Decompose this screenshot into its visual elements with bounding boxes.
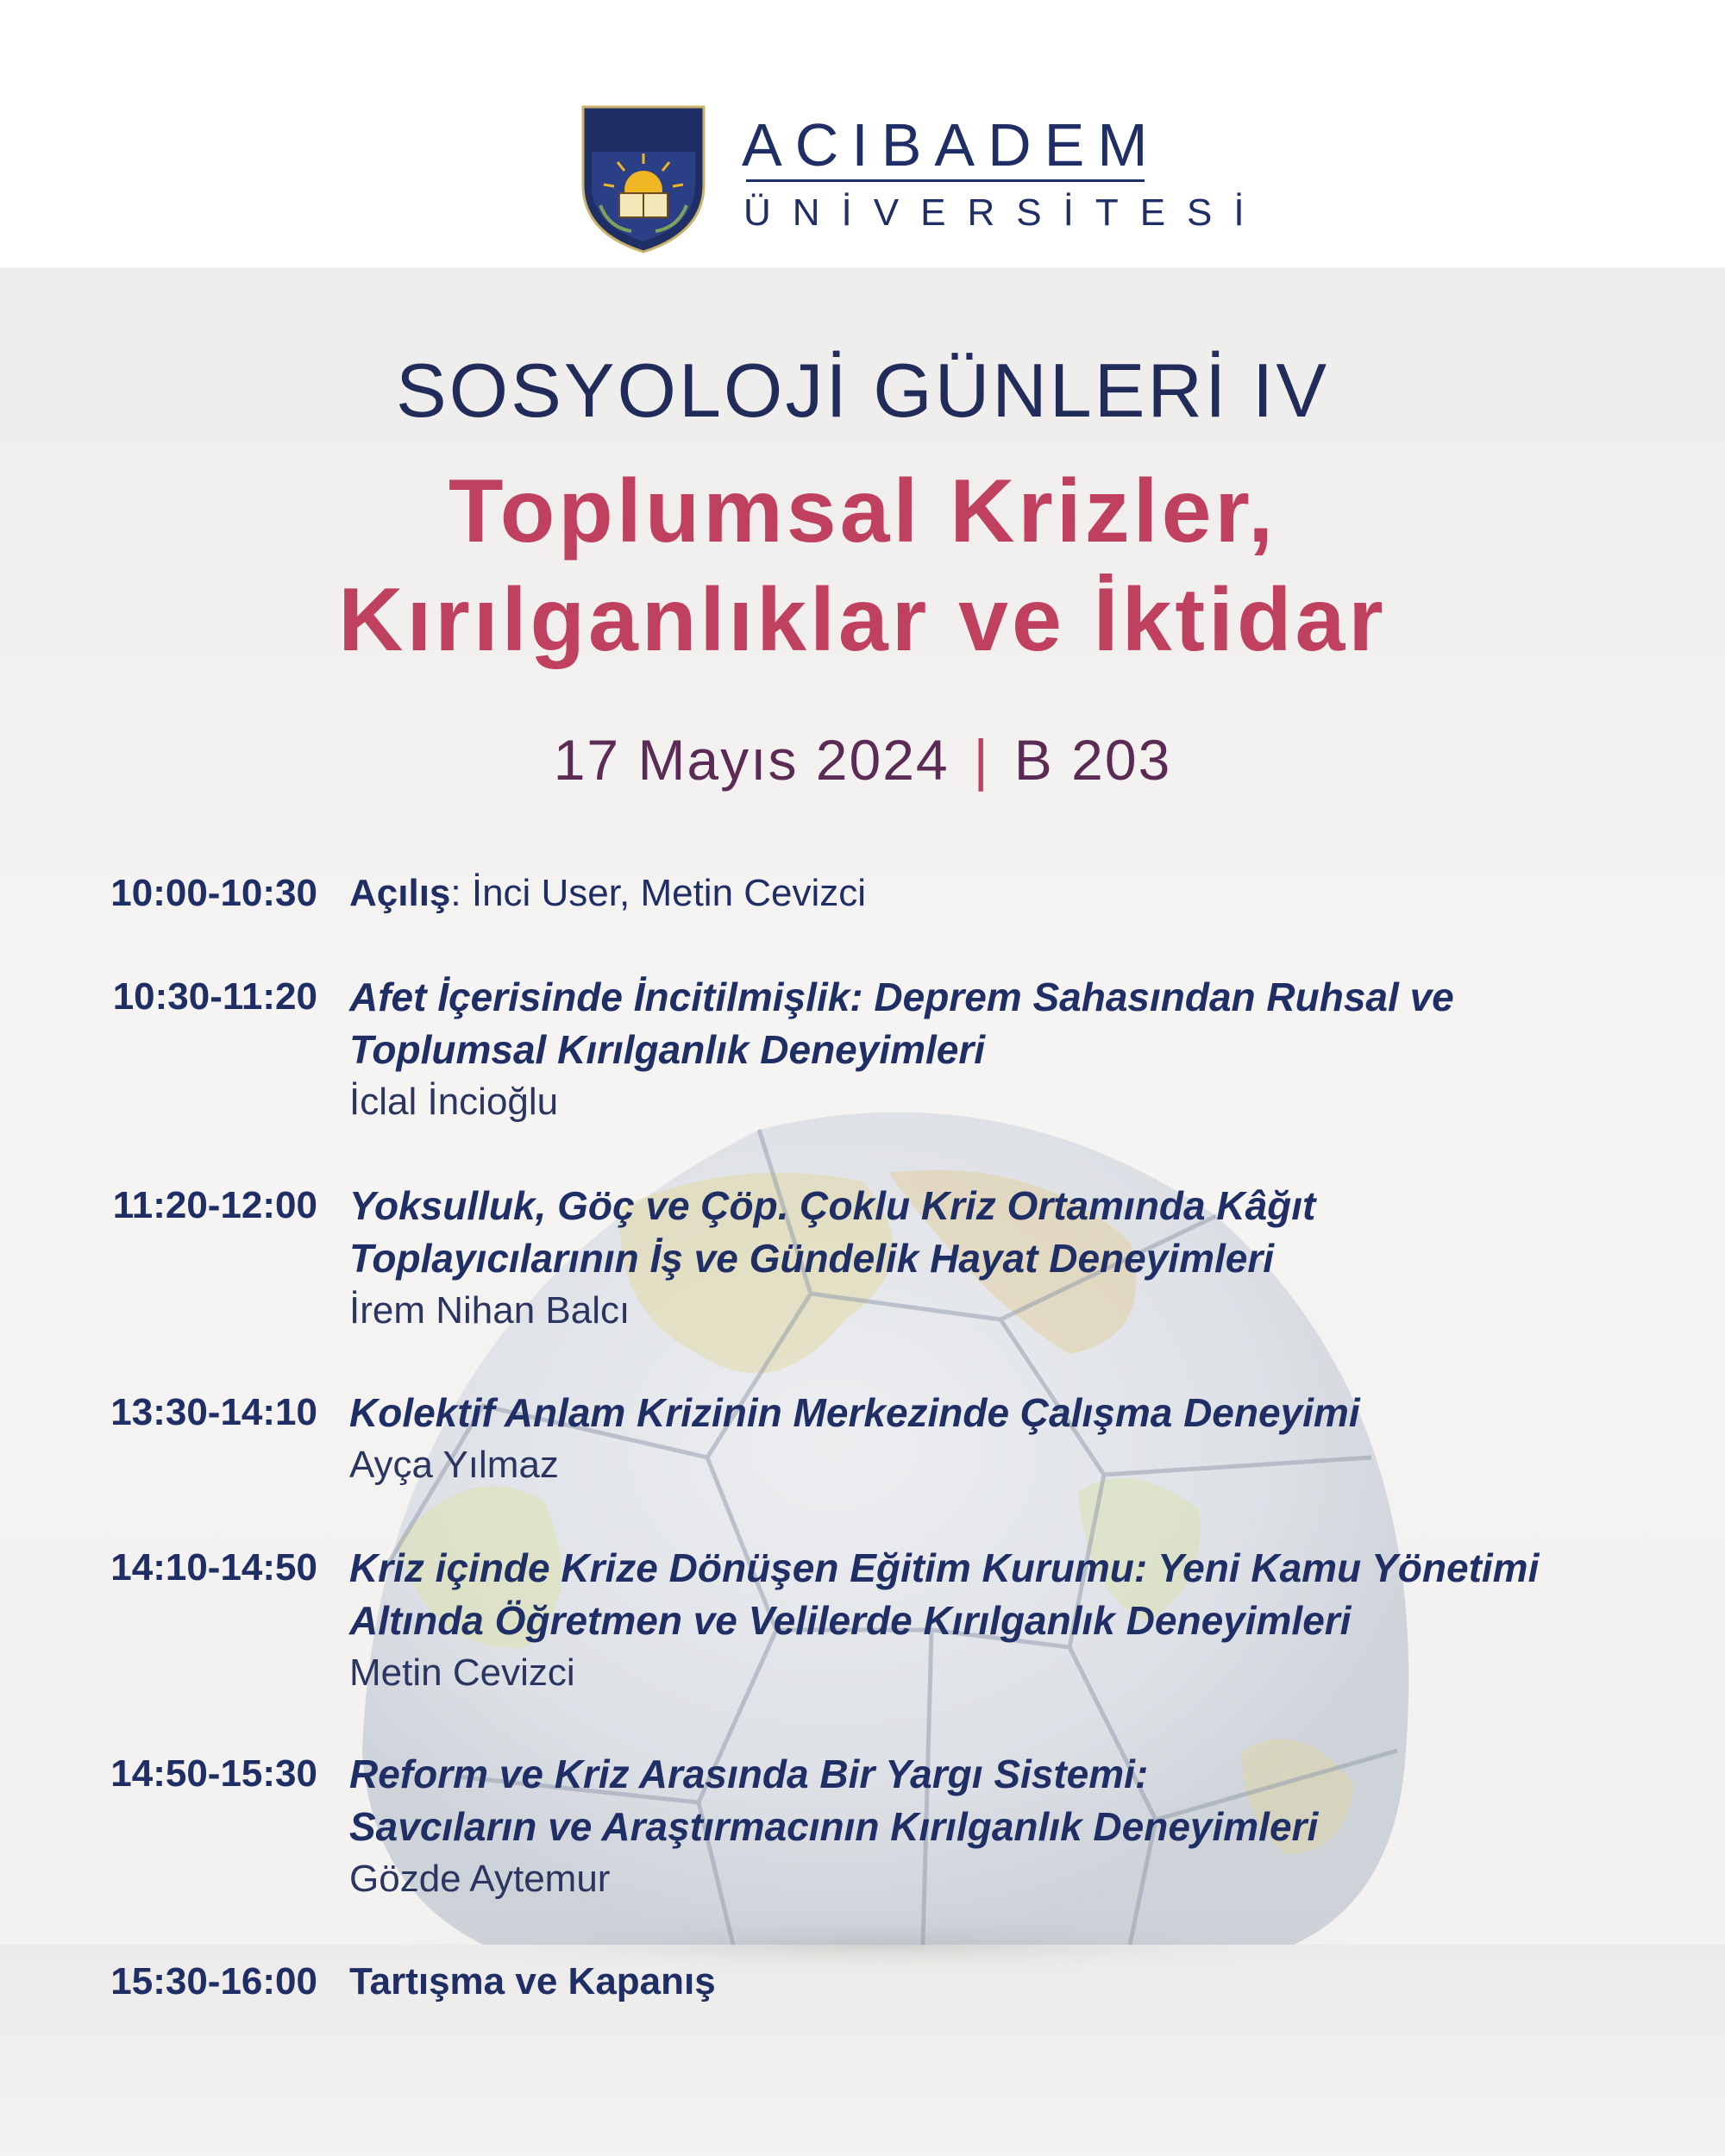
event-series: SOSYOLOJİ GÜNLERİ IV — [395, 348, 1330, 433]
talk-title-line: Kolektif Anlam Krizinin Merkezinde Çalışma Deneyimi — [349, 1390, 1360, 1435]
slot-time: 10:00-10:30 — [110, 872, 317, 914]
speaker-name: Gözde Aytemur — [349, 1858, 611, 1900]
event-room: B 203 — [1013, 728, 1172, 792]
talk-title-line: Toplayıcılarının İş ve Gündelik Hayat Deneyimleri — [349, 1236, 1275, 1281]
slot-speakers: : İnci User, Metin Cevizci — [450, 872, 867, 914]
brand-name: ACIBADEM — [742, 111, 1161, 179]
slot-time: 11:20-12:00 — [112, 1184, 317, 1226]
event-date: 17 Mayıs 2024 — [553, 728, 950, 792]
schedule-slot — [349, 1180, 1695, 1337]
slot-time: 10:30-11:20 — [112, 975, 317, 1018]
event-title-line-2: Kırılganlıklar ve İktidar — [338, 570, 1387, 670]
speaker-name: Metin Cevizci — [349, 1651, 575, 1694]
date-room-separator: | — [973, 728, 990, 792]
speaker-name: İrem Nihan Balcı — [349, 1289, 630, 1332]
schedule-slot — [349, 971, 1695, 1128]
speaker-name: İclal İncioğlu — [349, 1081, 559, 1123]
slot-time: 15:30-16:00 — [110, 1960, 317, 2002]
slot-label: Açılış — [349, 872, 451, 914]
slot-time: 14:10-14:50 — [110, 1546, 317, 1589]
brand-subtitle: ÜNİVERSİTESİ — [743, 191, 1266, 234]
talk-title-line: Savcıların ve Araştırmacının Kırılganlık Deneyimleri — [349, 1804, 1319, 1849]
slot-time: 14:50-15:30 — [110, 1752, 317, 1795]
schedule-slot-closing — [349, 1956, 1695, 2008]
event-title-line-1: Toplumsal Krizler, — [448, 461, 1277, 561]
talk-title-line: Kriz içinde Krize Dönüşen Eğitim Kurumu: Yeni Kamu Yönetimi — [349, 1545, 1540, 1590]
talk-title-line: Altında Öğretmen ve Velilerde Kırılganlık Deneyimleri — [349, 1598, 1352, 1643]
talk-title-line: Toplumsal Kırılganlık Deneyimleri — [349, 1027, 986, 1072]
talk-title-line: Afet İçerisinde İncitilmişlik: Deprem Sahasından Ruhsal ve — [349, 975, 1454, 1019]
speaker-name: Ayça Yılmaz — [349, 1444, 559, 1486]
talk-title-line: Yoksulluk, Göç ve Çöp. Çoklu Kriz Ortamında Kâğıt — [349, 1183, 1316, 1228]
schedule-slot — [349, 1542, 1695, 1699]
slot-time: 13:30-14:10 — [110, 1391, 317, 1433]
slot-label: Tartışma ve Kapanış — [349, 1960, 716, 2002]
schedule-slot-opening — [349, 868, 1695, 919]
schedule-slot — [349, 1387, 1695, 1491]
schedule-slot — [349, 1748, 1695, 1905]
talk-title-line: Reform ve Kriz Arasında Bir Yargı Sistemi: — [349, 1752, 1149, 1796]
